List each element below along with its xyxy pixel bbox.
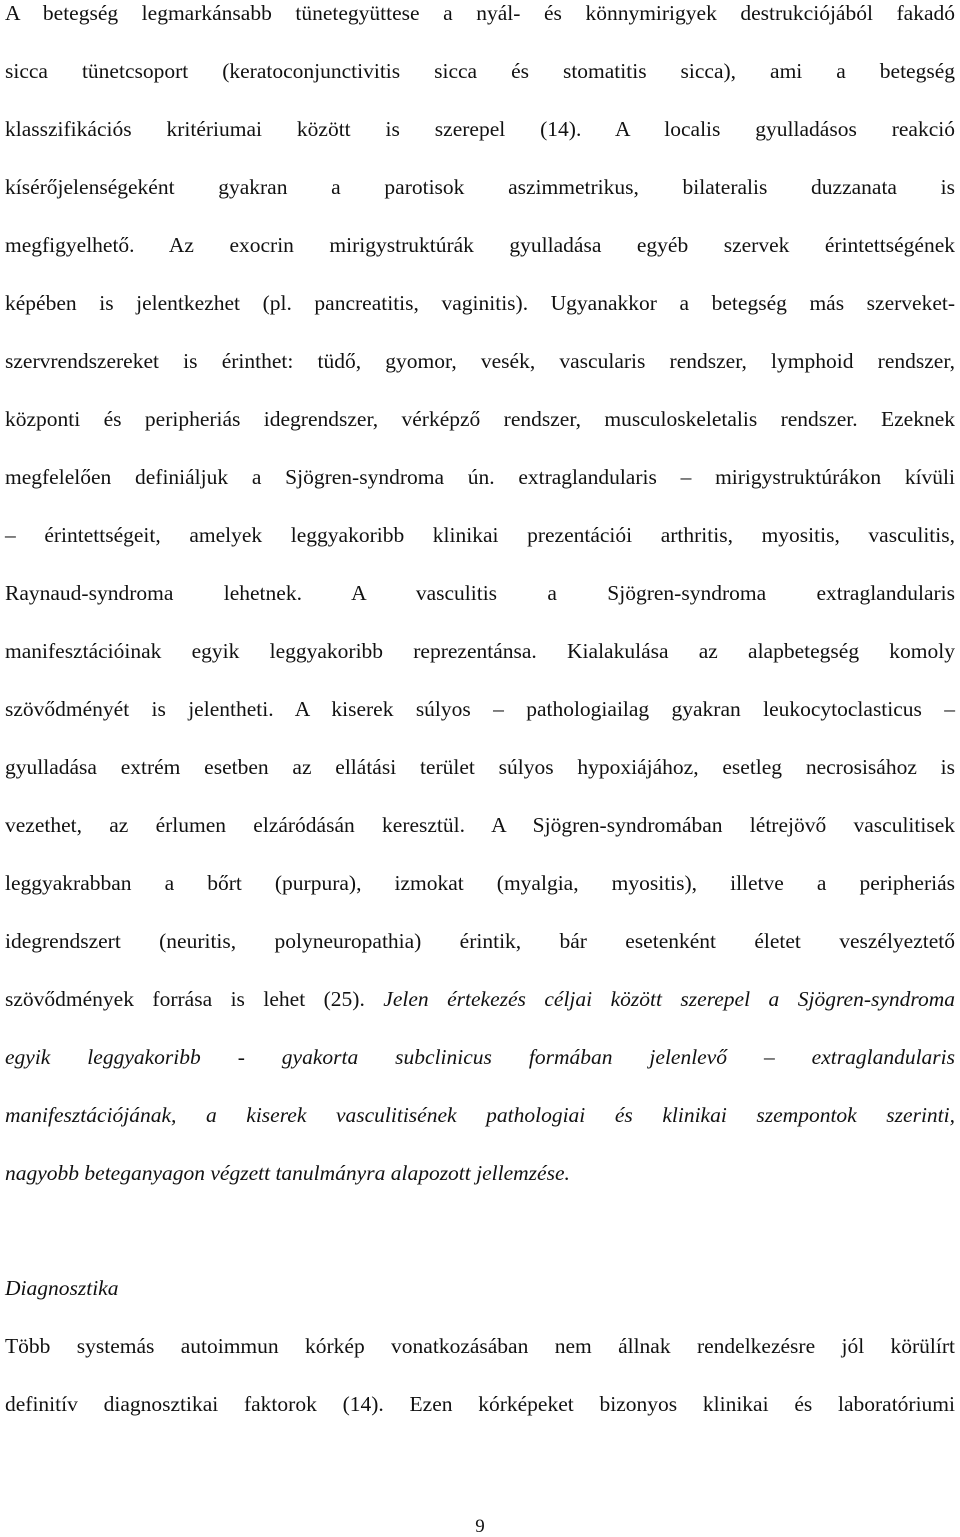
text-line: idegrendszert (neuritis, polyneuropathia) érintik, bár esetenként életet veszélyeztető (5, 929, 955, 953)
aim-statement-line: nagyobb beteganyagon végzett tanulmányra alapozott jellemzése. (5, 1161, 570, 1185)
text-line-mixed (5, 987, 955, 1011)
text-line: klasszifikációs kritériumai között is szerepel (14). A localis gyulladásos reakció (5, 117, 955, 141)
text-line: szervrendszereket is érinthet: tüdő, gyomor, vesék, vascularis rendszer, lymphoid rendszer, (5, 349, 955, 373)
text-line: vezethet, az érlumen elzáródásán keresztül. A Sjögren-syndromában létrejövő vasculitisek (5, 813, 955, 837)
text-line: sicca tünetcsoport (keratoconjunctivitis sicca és stomatitis sicca), ami a betegség (5, 59, 955, 83)
text-line: leggyakrabban a bőrt (purpura), izmokat (myalgia, myositis), illetve a peripheriás (5, 871, 955, 895)
text-line: definitív diagnosztikai faktorok (14). Ezen kórképeket bizonyos klinikai és laboratóriumi (5, 1392, 955, 1416)
text-line: gyulladása extrém esetben az ellátási terület súlyos hypoxiájához, esetleg necrosisához is (5, 755, 955, 779)
page-number: 9 (475, 1516, 485, 1537)
text-run: szövődmények forrása is lehet (25). (5, 987, 384, 1011)
text-line: szövődményét is jelentheti. A kiserek súlyos – pathologiailag gyakran leukocytoclasticus – (5, 697, 955, 721)
text-line: A betegség legmarkánsabb tünetegyüttese a nyál- és könnymirigyek destrukciójából fakadó (5, 1, 955, 25)
aim-statement-start: Jelen értekezés céljai között szerepel a Sjögren-syndroma (383, 987, 955, 1011)
text-line: megfelelően definiáljuk a Sjögren-syndroma ún. extraglandularis – mirigystruktúrákon kívüli (5, 465, 955, 489)
section-heading: Diagnosztika (5, 1276, 119, 1300)
text-line: kísérőjelenségeként gyakran a parotisok aszimmetrikus, bilateralis duzzanata is (5, 175, 955, 199)
text-line: – érintettségeit, amelyek leggyakoribb klinikai prezentációi arthritis, myositis, vasculitis, (5, 523, 955, 547)
text-line: megfigyelhető. Az exocrin mirigystruktúrák gyulladása egyéb szervek érintettségének (5, 233, 955, 257)
text-line: manifesztációinak egyik leggyakoribb reprezentánsa. Kialakulása az alapbetegség komoly (5, 639, 955, 663)
text-line: központi és peripheriás idegrendszer, vérképző rendszer, musculoskeletalis rendszer. Ezeknek (5, 407, 955, 431)
text-line: képében is jelentkezhet (pl. pancreatitis, vaginitis). Ugyanakkor a betegség más szerveket- (5, 291, 955, 315)
aim-statement-line: egyik leggyakoribb - gyakorta subclinicus formában jelenlevő – extraglandularis (5, 1045, 955, 1069)
text-line: Raynaud-syndroma lehetnek. A vasculitis a Sjögren-syndroma extraglandularis (5, 581, 955, 605)
aim-statement-line: manifesztációjának, a kiserek vasculitisének pathologiai és klinikai szempontok szerinti, (5, 1103, 955, 1127)
text-line: Több systemás autoimmun kórkép vonatkozásában nem állnak rendelkezésre jól körülírt (5, 1334, 955, 1358)
